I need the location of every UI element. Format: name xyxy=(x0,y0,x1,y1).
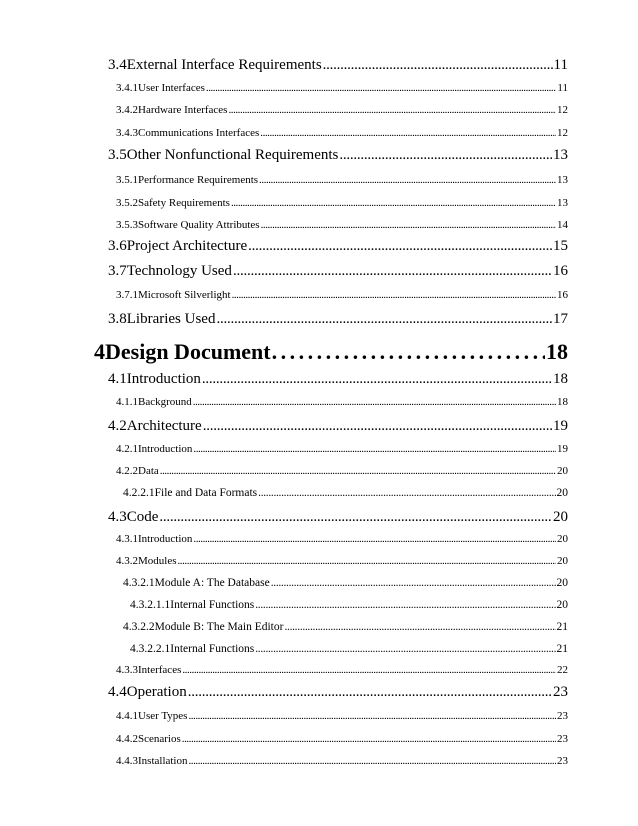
toc-entry[interactable] xyxy=(108,371,568,388)
dot-leader xyxy=(339,147,552,164)
toc-entry-title: Introduction xyxy=(126,371,201,387)
toc-entry-title: Safety Requirements xyxy=(138,197,230,209)
toc-entry[interactable] xyxy=(130,643,568,655)
toc-entry-title: Technology Used xyxy=(126,263,232,279)
toc-entry-number: 4.3 xyxy=(108,509,127,525)
toc-entry-number: 4.3.1 xyxy=(116,533,138,545)
toc-entry-page: 21 xyxy=(556,621,568,633)
toc-entry-page: 13 xyxy=(557,174,568,186)
toc-entry[interactable] xyxy=(123,621,568,633)
toc-entry[interactable] xyxy=(116,733,568,745)
toc-entry-page: 18 xyxy=(557,396,568,408)
toc-entry-title: Hardware Interfaces xyxy=(138,104,228,116)
toc-entry[interactable] xyxy=(116,664,568,676)
toc-entry[interactable] xyxy=(108,509,568,526)
dot-leader xyxy=(189,755,557,767)
toc-entry-number: 4.2.1 xyxy=(116,443,138,455)
dot-leader xyxy=(233,263,552,280)
toc-entry-number: 3.4.3 xyxy=(116,127,138,139)
dot-leader xyxy=(202,371,552,388)
toc-entry[interactable] xyxy=(108,418,568,435)
toc-entry-number: 3.4.1 xyxy=(116,82,138,94)
toc-entry-page: 18 xyxy=(553,371,568,387)
toc-entry-page: 16 xyxy=(553,263,568,279)
dot-leader xyxy=(160,465,556,477)
toc-entry-title: Interfaces xyxy=(138,664,182,676)
toc-entry-number: 4.2 xyxy=(108,418,127,434)
toc-entry-number: 3.8 xyxy=(108,311,127,327)
dot-leader xyxy=(271,577,556,589)
toc-entry-title: User Interfaces xyxy=(138,82,205,94)
toc-entry-page: 17 xyxy=(553,311,568,327)
dot-leader xyxy=(248,238,552,255)
dot-leader xyxy=(206,82,557,94)
toc-entry-page: 23 xyxy=(553,684,568,700)
toc-entry-number: 4 xyxy=(94,339,105,364)
toc-entry[interactable] xyxy=(123,577,568,589)
toc-entry[interactable] xyxy=(108,57,568,74)
toc-entry-number: 4.3.3 xyxy=(116,664,138,676)
toc-entry-page: 14 xyxy=(557,219,568,231)
toc-entry[interactable] xyxy=(108,263,568,280)
toc-entry-number: 3.4.2 xyxy=(116,104,138,116)
toc-entry-page: 16 xyxy=(557,289,568,301)
toc-entry-number: 4.3.2.2 xyxy=(123,621,155,633)
toc-entry[interactable] xyxy=(116,82,568,94)
toc-entry[interactable] xyxy=(108,311,568,328)
toc-entry-page: 12 xyxy=(557,104,568,116)
dot-leader xyxy=(182,664,556,676)
dot-leader xyxy=(216,311,552,328)
dot-leader xyxy=(188,710,556,722)
toc-entry-page: 11 xyxy=(557,82,568,94)
toc-entry-page: 13 xyxy=(553,147,568,163)
toc-entry-title: Architecture xyxy=(126,418,202,434)
toc-entry[interactable] xyxy=(94,339,568,365)
toc-entry-title: Microsoft Silverlight xyxy=(138,289,231,301)
toc-entry-number: 3.5 xyxy=(108,147,127,163)
toc-entry-title: Scenarios xyxy=(138,733,181,745)
toc-entry-number: 3.6 xyxy=(108,238,127,254)
dot-leader xyxy=(284,621,555,633)
toc-entry-title: Modules xyxy=(138,555,177,567)
toc-entry-title: Communications Interfaces xyxy=(138,127,260,139)
dot-leader xyxy=(178,555,557,567)
dot-leader xyxy=(260,127,556,139)
toc-entry-number: 4.1 xyxy=(108,371,127,387)
toc-entry-page: 20 xyxy=(553,509,568,525)
toc-entry-title: Operation xyxy=(126,684,187,700)
dot-leader xyxy=(193,443,556,455)
toc-entry-title: Module A: The Database xyxy=(154,577,270,589)
toc-entry[interactable] xyxy=(116,755,568,767)
toc-entry-number: 3.7 xyxy=(108,263,127,279)
toc-entry[interactable] xyxy=(108,238,568,255)
toc-entry-title: Module B: The Main Editor xyxy=(154,621,284,633)
toc-entry-number: 4.1.1 xyxy=(116,396,138,408)
toc-entry[interactable] xyxy=(108,147,568,164)
dot-leader xyxy=(261,219,556,231)
toc-entry-number: 4.3.2.2.1 xyxy=(130,643,171,655)
toc-entry-page: 20 xyxy=(556,599,568,611)
dot-leader xyxy=(232,289,556,301)
dot-leader xyxy=(159,509,552,526)
toc-entry-page: 13 xyxy=(557,197,568,209)
toc-entry[interactable] xyxy=(116,197,568,209)
toc-entry[interactable] xyxy=(116,174,568,186)
toc-entry-page: 23 xyxy=(557,710,568,722)
toc-entry-page: 20 xyxy=(557,533,568,545)
toc-entry[interactable] xyxy=(108,684,568,701)
toc-entry-title: Performance Requirements xyxy=(138,174,259,186)
toc-entry[interactable] xyxy=(116,127,568,139)
toc-entry[interactable] xyxy=(116,219,568,231)
dot-leader xyxy=(228,104,556,116)
dot-leader xyxy=(258,487,555,499)
toc-entry-title: Internal Functions xyxy=(170,599,255,611)
toc-entry-title: Internal Functions xyxy=(170,643,255,655)
toc-entry[interactable] xyxy=(116,533,568,545)
toc-entry-number: 3.5.1 xyxy=(116,174,138,186)
toc-entry-page: 19 xyxy=(553,418,568,434)
toc-entry[interactable] xyxy=(130,599,568,611)
toc-entry-number: 4.3.2.1 xyxy=(123,577,155,589)
toc-entry-page: 18 xyxy=(546,339,568,364)
dot-leader xyxy=(182,733,556,745)
toc-entry-page: 20 xyxy=(557,555,568,567)
dot-leader xyxy=(272,339,545,365)
toc-entry-title: File and Data Formats xyxy=(154,487,258,499)
toc-entry-title: Background xyxy=(138,396,192,408)
toc-entry-number: 4.4.3 xyxy=(116,755,138,767)
toc-entry-title: Libraries Used xyxy=(126,311,216,327)
toc-entry[interactable] xyxy=(123,487,568,499)
toc-entry-number: 4.3.2.1.1 xyxy=(130,599,171,611)
toc-entry-page: 20 xyxy=(556,577,568,589)
toc-entry-page: 22 xyxy=(557,664,568,676)
toc-entry[interactable] xyxy=(116,555,568,567)
dot-leader xyxy=(255,599,555,611)
dot-leader xyxy=(203,418,552,435)
dot-leader xyxy=(193,533,556,545)
dot-leader xyxy=(188,684,552,701)
toc-entry-number: 3.5.3 xyxy=(116,219,138,231)
toc-entry-page: 20 xyxy=(557,465,568,477)
dot-leader xyxy=(323,57,553,74)
toc-entry-number: 4.2.2 xyxy=(116,465,138,477)
toc-entry-title: Introduction xyxy=(138,443,193,455)
toc-entry-page: 12 xyxy=(557,127,568,139)
toc-entry-number: 4.4.2 xyxy=(116,733,138,745)
toc-entry-number: 3.5.2 xyxy=(116,197,138,209)
dot-leader xyxy=(193,396,556,408)
toc-entry-title: Code xyxy=(126,509,159,525)
toc-entry-title: Data xyxy=(138,465,159,477)
toc-entry-number: 3.7.1 xyxy=(116,289,138,301)
dot-leader xyxy=(231,197,556,209)
toc-entry[interactable] xyxy=(116,396,568,408)
toc-entry-title: External Interface Requirements xyxy=(126,57,322,73)
toc-entry-title: User Types xyxy=(138,710,188,722)
toc-entry-page: 19 xyxy=(557,443,568,455)
toc-entry-title: Introduction xyxy=(138,533,193,545)
toc-entry-title: Design Document xyxy=(105,339,271,364)
toc-entry-page: 20 xyxy=(556,487,568,499)
toc-entry-number: 4.2.2.1 xyxy=(123,487,155,499)
toc-entry[interactable] xyxy=(116,104,568,116)
toc-entry[interactable] xyxy=(116,465,568,477)
toc-entry-page: 11 xyxy=(553,57,568,73)
toc-entry-title: Project Architecture xyxy=(126,238,248,254)
dot-leader xyxy=(255,643,555,655)
toc-entry-title: Software Quality Attributes xyxy=(138,219,260,231)
toc-entry-number: 4.4.1 xyxy=(116,710,138,722)
toc-entry-number: 3.4 xyxy=(108,57,127,73)
toc-entry-number: 4.3.2 xyxy=(116,555,138,567)
toc-entry[interactable] xyxy=(116,443,568,455)
toc-entry-page: 23 xyxy=(557,733,568,745)
toc-entry-title: Other Nonfunctional Requirements xyxy=(126,147,339,163)
toc-entry-page: 21 xyxy=(556,643,568,655)
toc-entry-page: 23 xyxy=(557,755,568,767)
toc-entry-title: Installation xyxy=(138,755,188,767)
toc-entry[interactable] xyxy=(116,289,568,301)
toc-entry-number: 4.4 xyxy=(108,684,127,700)
toc-entry-page: 15 xyxy=(553,238,568,254)
dot-leader xyxy=(259,174,556,186)
toc-entry[interactable] xyxy=(116,710,568,722)
